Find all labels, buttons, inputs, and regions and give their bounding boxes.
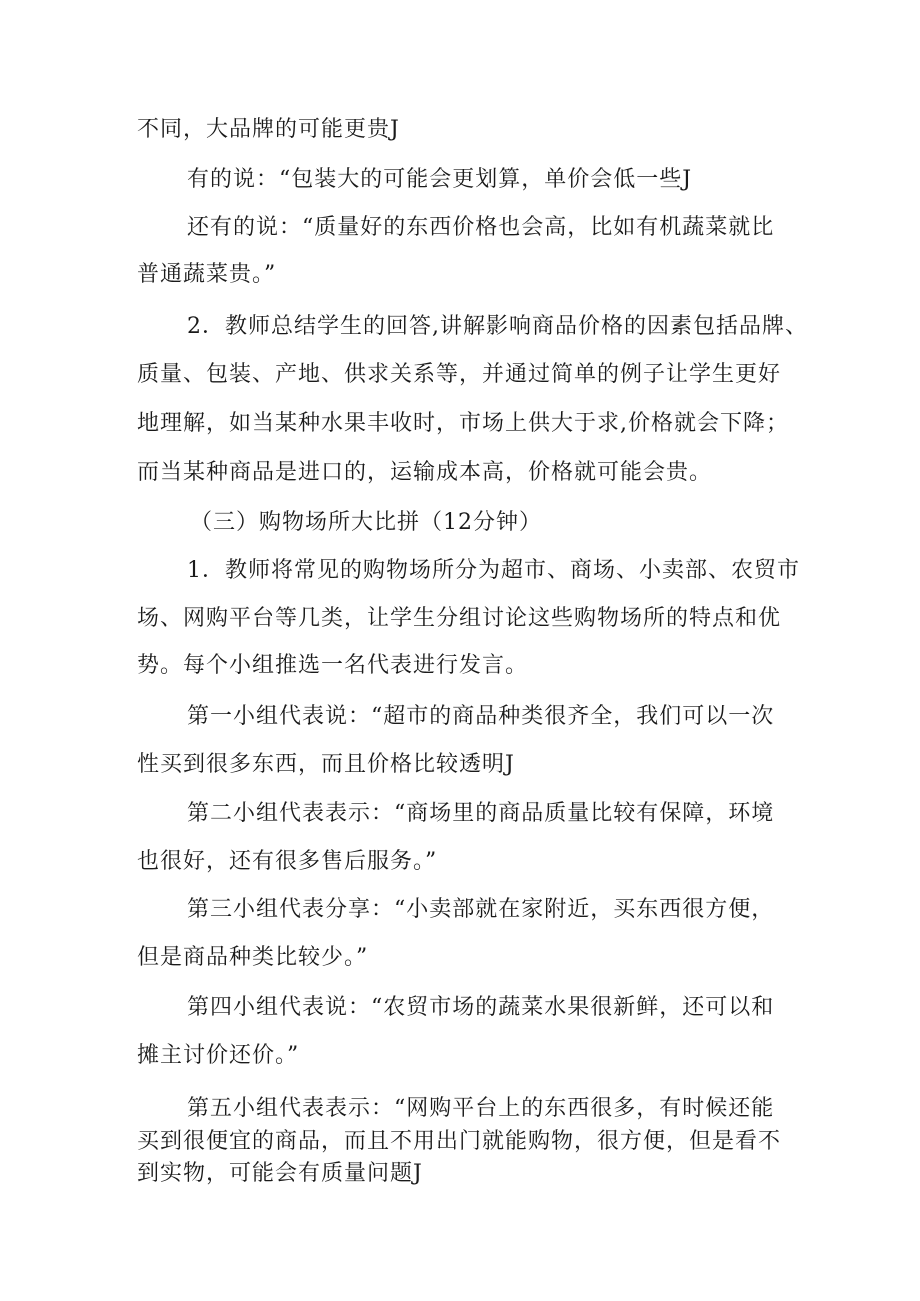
text-line: 还有的说：“质量好的东西价格也会高，比如有机蔬菜就比 xyxy=(187,215,775,240)
text-line: 第一小组代表说：“超市的商品种类很齐全，我们可以一次 xyxy=(187,704,775,729)
text-line: 第三小组代表分享：“小卖部就在家附近，买东西很方便， xyxy=(187,897,775,922)
text-line: 也很好，还有很多售后服务。” xyxy=(137,849,438,874)
text-line: 质量、包装、产地、供求关系等，并通过简单的例子让学生更好 xyxy=(137,362,782,387)
text-line: 第二小组代表表示：“商场里的商品质量比较有保障，环境 xyxy=(187,801,775,826)
text-line: 势。每个小组推选一名代表进行发言。 xyxy=(137,653,529,678)
text-line: 性买到很多东西，而且价格比较透明J xyxy=(137,752,515,777)
text-line: 有的说：“包装大的可能会更划算，单价会低一些J xyxy=(187,167,693,192)
text-line: 但是商品种类比较少。” xyxy=(137,945,369,970)
text-line: 到实物，可能会有质量问题J xyxy=(137,1161,423,1186)
text-line: 第四小组代表说：“农贸市场的蔬菜水果很新鲜，还可以和 xyxy=(187,995,775,1020)
text-line: 地理解，如当某种水果丰收时，市场上供大于求,价格就会下降； xyxy=(137,411,789,436)
text-line: 摊主讨价还价。” xyxy=(137,1043,300,1068)
text-line: 1．教师将常见的购物场所分为超市、商场、小卖部、农贸市 xyxy=(187,558,800,583)
text-line: 普通蔬菜贵。” xyxy=(137,262,277,287)
text-line: 2．教师总结学生的回答,讲解影响商品价格的因素包括品牌、 xyxy=(187,314,808,339)
text-line: 第五小组代表表示：“网购平台上的东西很多，有时候还能 xyxy=(187,1096,775,1121)
text-line: 而当某种商品是进口的，运输成本高，价格就可能会贵。 xyxy=(137,460,713,485)
text-line: 不同，大品牌的可能更贵J xyxy=(137,117,400,142)
text-line: 买到很便宜的商品，而且不用出门就能购物，很方便，但是看不 xyxy=(137,1129,782,1154)
section-heading: （三）购物场所大比拼（12分钟） xyxy=(190,510,542,535)
text-line: 场、网购平台等几类，让学生分组讨论这些购物场所的特点和优 xyxy=(137,606,782,631)
